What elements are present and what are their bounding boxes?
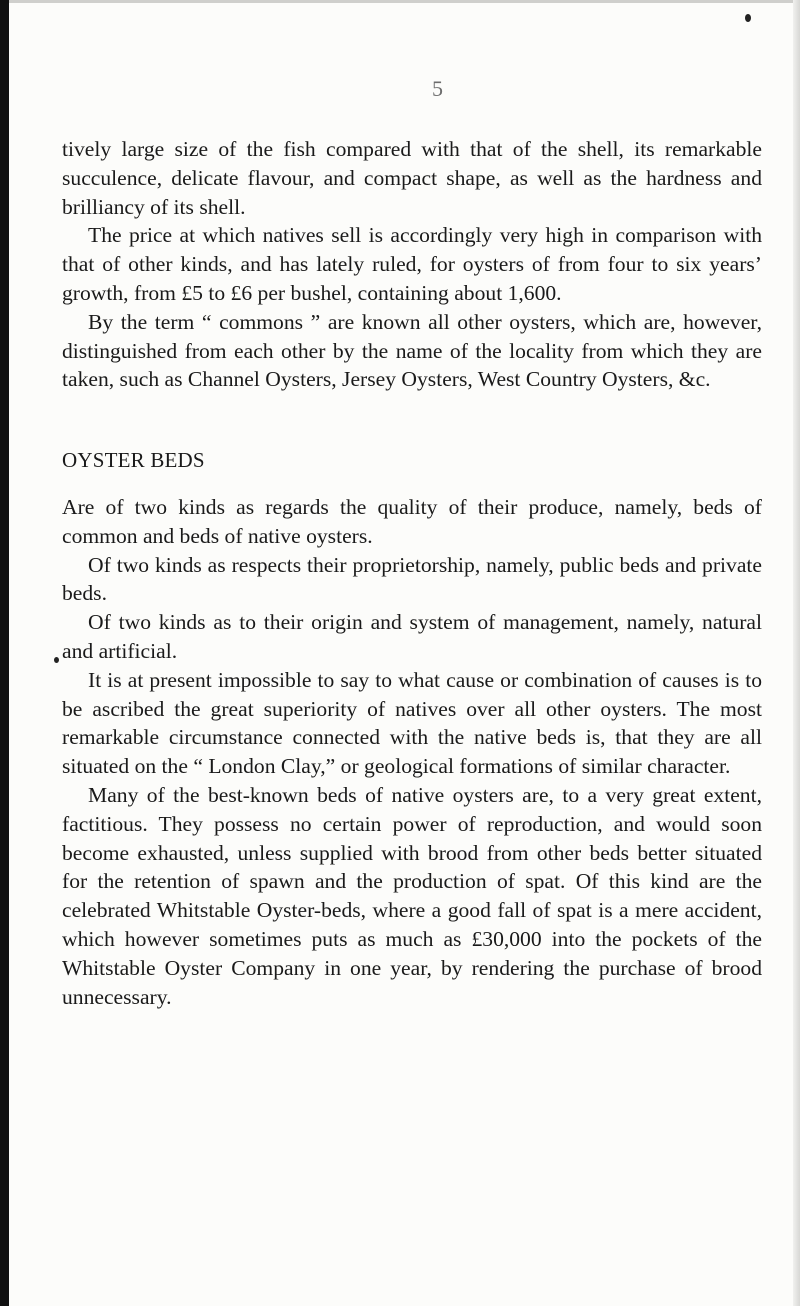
paragraph-kinds-quality: Are of two kinds as regards the quality of their produce, namely, beds of common and beds of native oysters.: [62, 494, 762, 548]
section-heading: OYSTER BEDS: [62, 448, 205, 473]
paragraph-price: The price at which natives sell is accordingly very high in comparison with that of other kinds, and has lately ruled, for oysters of from four to six years’ growth, from £5 to £6 per bushel, containing about 1,600.: [62, 223, 762, 305]
paragraph-kinds-proprietorship: Of two kinds as respects their proprietorship, namely, public beds and private beds.: [62, 552, 762, 606]
right-page-edge: [793, 0, 800, 1306]
left-page-edge: [0, 0, 9, 1306]
paragraph-factitious-beds: Many of the best-known beds of native oysters are, to a very great extent, factitious. They possess no certain power of reproduction, and would soon become exhausted, unless supplied with brood from other beds better situated for the retention of spawn and the production of spat. Of this kind are the celebrated Whitstable Oyster-beds, where a good fall of spat is a mere accident, which however sometimes puts as much as £30,000 into the pockets of the Whitstable Oyster Company in one year, by rendering the purchase of brood unnecessary.: [62, 782, 762, 1009]
paragraph-superiority: It is at present impossible to say to what cause or combination of causes is to be ascribed the great superiority of natives over all other oysters. The most remarkable circumstance connected with the native beds is, that they are all situated on the “ London Clay,” or geological formations of similar character.: [62, 667, 762, 779]
page-number: 5: [432, 76, 443, 101]
paragraph-continuation: tively large size of the fish compared with that of the shell, its remarkable succulence, delicate flavour, and compact shape, as well as the hardness and brilliancy of its shell.: [62, 137, 762, 219]
top-edge-shadow: [9, 0, 793, 3]
body-text: [62, 135, 762, 1011]
paragraph-commons: By the term “ commons ” are known all other oysters, which are, however, distinguished from each other by the name of the locality from which they are taken, such as Channel Oysters, Jersey Oysters, West Country Oysters, &c.: [62, 309, 762, 392]
ink-spot-top: [745, 14, 751, 22]
ink-spot-margin: [54, 657, 59, 663]
paragraph-kinds-origin: Of two kinds as to their origin and system of management, namely, natural and artificial.: [62, 610, 762, 663]
